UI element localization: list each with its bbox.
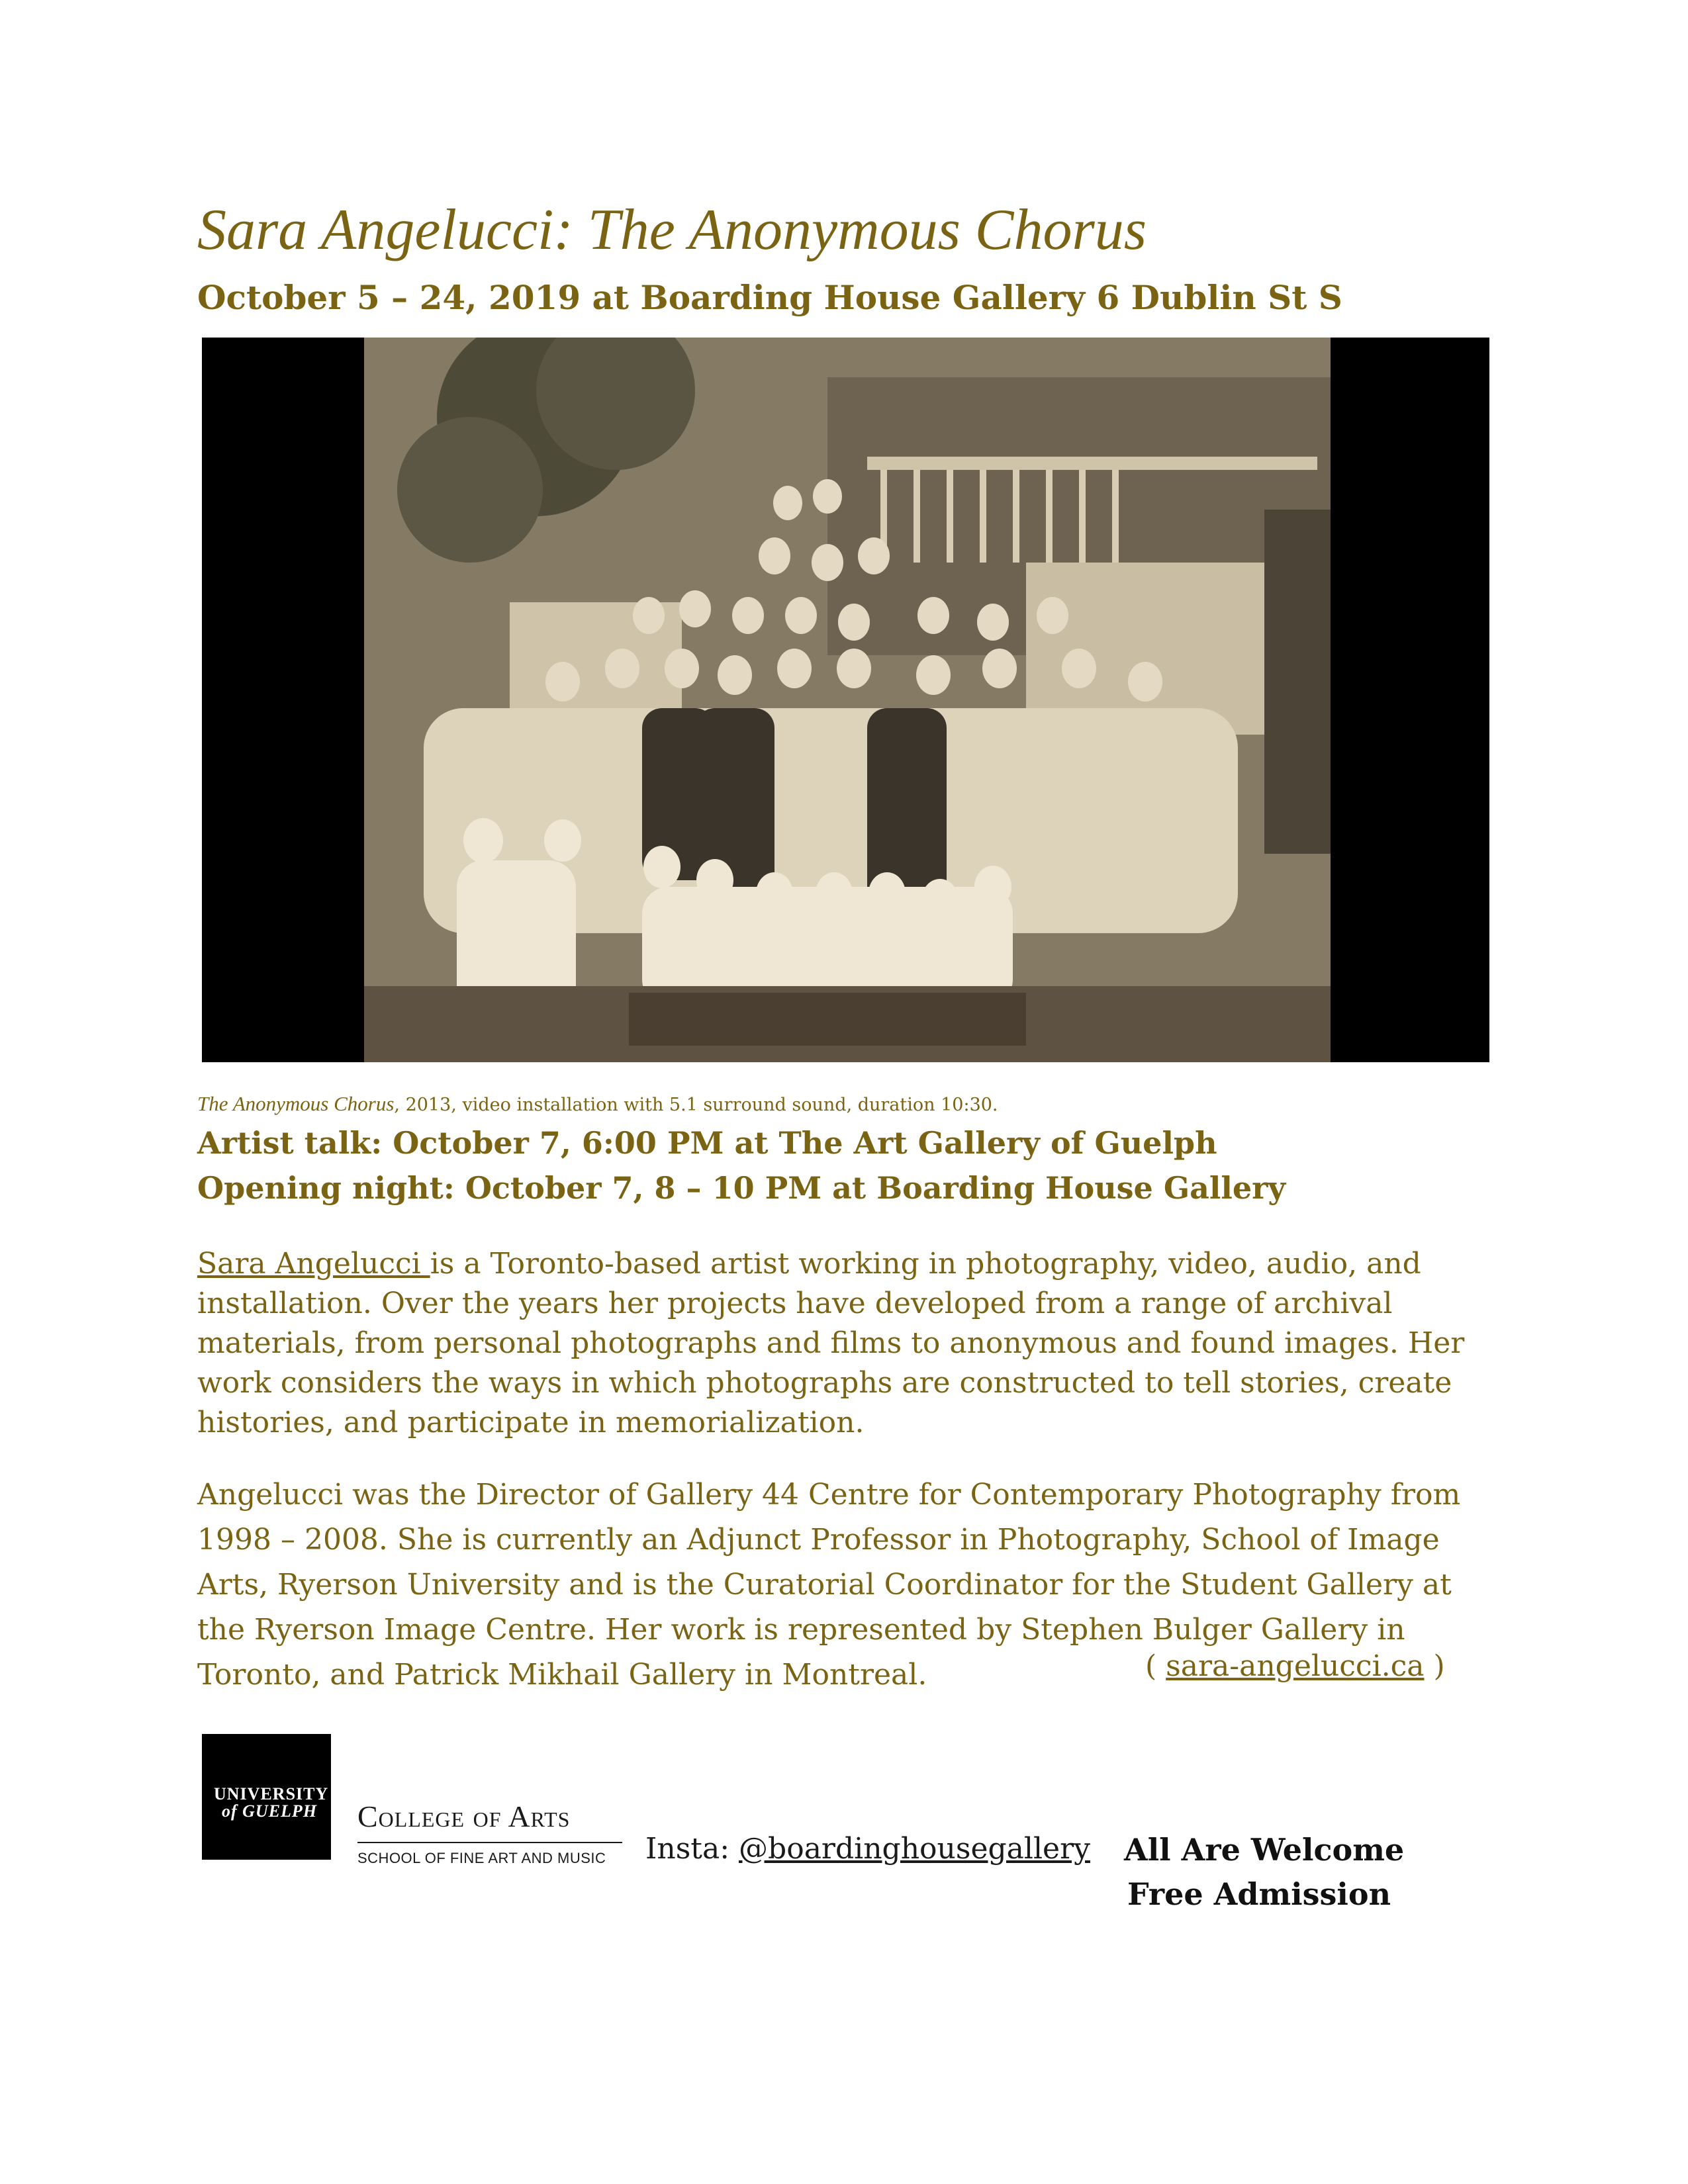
group-photograph-illustration: [364, 338, 1331, 1062]
caption-work-title: The Anonymous Chorus: [197, 1092, 395, 1115]
instagram-handle-link[interactable]: @boardinghousegallery: [739, 1832, 1090, 1866]
uog-line-2: of GUELPH: [222, 1801, 318, 1821]
opening-night: Opening night: October 7, 8 – 10 PM at Boarding House Gallery: [197, 1170, 1286, 1206]
photo-frame: [202, 338, 1489, 1062]
group-photograph: [364, 338, 1331, 1062]
uog-logo-text: [214, 1786, 328, 1820]
university-of-guelph-logo: [202, 1734, 331, 1860]
free-admission: Free Admission: [1127, 1876, 1391, 1912]
uog-line-1: UNIVERSITY: [214, 1784, 329, 1803]
website-link[interactable]: sara-angelucci.ca: [1166, 1649, 1425, 1683]
site-close-paren: ): [1424, 1649, 1445, 1683]
site-open-paren: (: [1145, 1649, 1166, 1683]
college-of-arts: College of Arts: [357, 1799, 571, 1833]
bio-text: is a Toronto-based artist working in photography, video, audio, and installation. Over the years her projects have developed from a range of archival materials, from personal photographs and films to anonymous and found images. Her work considers the ways in which photographs are constructed to tell stories, create histories, and participate in memorialization.: [197, 1247, 1465, 1439]
bio-paragraph: [197, 1244, 1495, 1443]
photo-caption: [197, 1092, 998, 1116]
instagram-line: [645, 1832, 1090, 1866]
insta-label: Insta:: [645, 1832, 739, 1866]
poster-title: Sara Angelucci: The Anonymous Chorus: [197, 198, 1147, 262]
caption-details: , 2013, video installation with 5.1 surround sound, duration 10:30.: [394, 1095, 998, 1115]
website-reference: [1145, 1649, 1445, 1683]
college-divider: [357, 1842, 622, 1843]
artist-talk: Artist talk: October 7, 6:00 PM at The Art Gallery of Guelph: [197, 1125, 1217, 1161]
bio-paragraph-2: Angelucci was the Director of Gallery 44 Centre for Contemporary Photography from 1998 – 2008. She is currently an Adjunct Professor in Photography, School of Image Arts, Ryerson University and is the Curatorial Coordinator for the Student Gallery at the Ryerson Image Centre. Her work is represented by Stephen Bulger Gallery in Toronto, and Patrick Mikhail Gallery in Montreal.: [197, 1478, 1461, 1692]
all-are-welcome: All Are Welcome: [1124, 1832, 1405, 1868]
exhibition-dates: October 5 – 24, 2019 at Boarding House Gallery 6 Dublin St S: [197, 278, 1342, 317]
school-of-fine-art-and-music: SCHOOL OF FINE ART AND MUSIC: [357, 1850, 606, 1866]
artist-name-link[interactable]: Sara Angelucci: [197, 1247, 430, 1281]
